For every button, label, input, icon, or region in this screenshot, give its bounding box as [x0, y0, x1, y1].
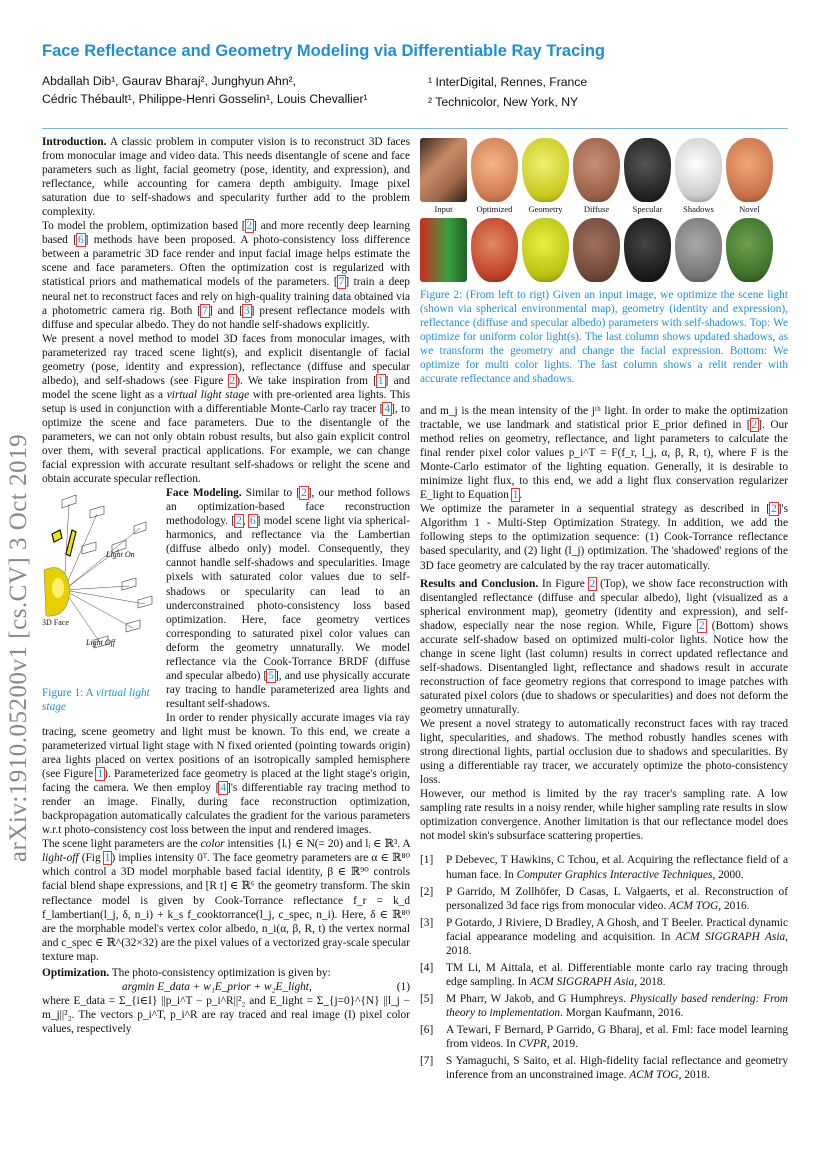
optimization-after: where E_data = Σ_{i∈I} ||p_i^T − p_i^R||²₂ and E_light = Σ_{j=0}^{N} ||l_j − m_j||²₂. The vectors p_i^T, p_i^R are ray traced and real image (I) pixel color values, respectively — [42, 994, 410, 1035]
modeling-text: intensities {lᵢ} ∈ N(= 20) and lᵢ ∈ ℝ³. A — [224, 838, 411, 851]
diffuse-face-image — [573, 218, 620, 282]
reference-number: [6] — [420, 1023, 434, 1036]
reference-text — [446, 853, 788, 881]
references-list — [420, 853, 788, 1082]
reference-authors: A Tewari, F Bernard, P Garrido, G Bharaj, et al. Fml: face model learning from videos. In — [446, 1023, 788, 1051]
reference-item — [420, 885, 788, 913]
citation-link[interactable]: 7 — [202, 304, 208, 317]
reference-authors: S Yamaguchi, S Saito, et al. High-fidelity facial reflectance and geometry inference from an unconstrained image. — [446, 1055, 788, 1082]
reference-year: , 2019. — [546, 1038, 579, 1051]
reference-authors: P Garrido, M Zollhöfer, D Casas, L Valgaerts, et al. Reconstruction of personalized 3d face rigs from monocular video. — [446, 885, 788, 912]
arxiv-stamp — [2, 368, 36, 928]
results-paragraph — [420, 577, 788, 717]
header-divider — [42, 128, 788, 129]
equation-1 — [42, 980, 410, 994]
caption-text: virtual light stage — [42, 687, 150, 714]
intro-text: To model the problem, optimization based — [42, 220, 242, 233]
affiliations — [428, 72, 788, 112]
intro-text: with pre-oriented area lights. This setup is used in conjunction with a differentiable Monte-Carlo ray tracer — [42, 388, 411, 415]
lit-panels — [52, 530, 76, 556]
intro-text: We present a novel method to model 3D faces from monocular images, with parameterized ray traced scene light(s), and explicit disentangle of facial geometry (pose, identity and expression), reflectance (diffuse and specular albedo), and self-shadows (see Figure — [42, 332, 410, 387]
right-text: We optimize the parameter in a sequential strategy as described in — [420, 503, 767, 516]
intro-text: and model the scene light as a — [42, 374, 410, 401]
reference-text — [446, 1054, 788, 1082]
reference-item — [420, 1023, 788, 1051]
intro-text: present reflectance models with diffuse and specular albedo. They do not handle self-shadows explicitly. — [42, 304, 410, 331]
modeling-text: 's differentiable ray tracing method to render an image. Finally, during face reconstruction optimization, backpropagation automatically calculates the gradient for the various parameters w.r.t photo-consistency cost loss between the input and rendered images. — [42, 782, 410, 837]
reference-venue: ACM SIGGRAPH Asia — [529, 975, 635, 988]
diffuse-face-image — [573, 138, 620, 202]
intro-text: , to optimize the scene and face parameters. Due to the disentangle of the parameters, we can not only obtain robust results, but also gain explicit control over them, with several practical applications. For example, we can change facial expression with accurate resultant self-shadows or relight the scene and obtain accurate specular reflection. — [42, 402, 410, 486]
figure-1-caption — [42, 686, 160, 714]
citation-link[interactable]: 4 — [384, 402, 391, 415]
modeling-text: (Fig — [78, 852, 104, 865]
modeling-text: color — [200, 838, 225, 851]
reference-year: , 2000. — [712, 868, 744, 881]
figure-link[interactable]: 2 — [698, 619, 705, 632]
equation-body: argmin E_data + w₁E_prior + w₂E_light, — [122, 980, 312, 993]
reference-text — [446, 992, 788, 1020]
reference-text — [446, 1023, 788, 1051]
modeling-text: Similar to — [241, 487, 297, 500]
optimized-face-image — [471, 138, 518, 202]
input-face-image — [420, 138, 467, 202]
intro-text: train a deep neural net to reconstruct faces and rely on high-quality training data obtained via a photometric camera rig. Both — [42, 276, 410, 317]
intro-text: methods have been proposed. A photo-consistency loss difference between a parametric 3D face render and input facial image helps estimate the scene and face parameters. Often the optimization cost is regularized with statistical priors and mathematical models of the parameters. — [42, 234, 410, 289]
reference-venue: Computer Graphics Interactive Techniques — [516, 868, 713, 881]
modeling-text: , our method follows an optimization-based face reconstruction methodology. — [166, 487, 410, 528]
modeling-text: ). Parameterized face geometry is placed at the light stage's origin, facing the camera. We then employ — [42, 768, 410, 795]
citation-link[interactable]: 7 — [338, 276, 345, 289]
modeling-heading: Face Modeling. — [166, 487, 242, 500]
figure-2-caption: Figure 2: (From left to rigt) Given an input image, we optimize the scene light (shown via spherical environmental map), geometry (identity and expression), reflectance (diffuse and specular albedo) parameters with self-shadows. Top: We optimize for uniform color light(s). The last column shows updated shadows, as we transform the geometry and change the facial expression. Bottom: We optimize for multi color lights. The last column shows a relit render with accurate reflectance and shadows. — [420, 289, 788, 386]
intro-text: ). We take inspiration from — [236, 374, 374, 387]
reference-item — [420, 992, 788, 1020]
reference-number: [3] — [420, 916, 434, 929]
intro-text-1: A classic problem in computer vision is to reconstruct 3D faces from monocular image and video data. This needs disentangle of scene and face parameters such as light, facial geometry (pose, identity, and expression), and reflectance, while accounting for camera depth ambiguity. Image pixel saturation due to self-shadows and specularity further add to the problem complexity. — [42, 136, 410, 219]
modeling-text: The scene light parameters are the — [42, 838, 201, 851]
left-column — [42, 135, 410, 1036]
citation-link[interactable]: 5 — [268, 669, 274, 682]
reference-number: [5] — [420, 992, 434, 1005]
figure-2 — [420, 138, 788, 286]
reference-number: [4] — [420, 961, 434, 974]
modeling-text: ) implies intensity 0ᵀ. The face geometry parameters are α ∈ ℝ⁸⁰ which control a 3D model morphable based facial identity, β ∈ ℝ⁹⁰ controls facial blend shape expressions, and [R t] ∈ ℝ⁶ the geometry transform. The skin reflectance model is given by Cook-Torrance reflectance f_r = k_d f_lambertian(l_j, δ, n_i) + k_s f_cooktorrance(l_j, c_spec, n_i). Here, δ ∈ ℝ⁸⁰ are the morphable model's vertex color albedo, n_i(α, β, R, t) the vertex normal and c_spec ∈ ℝ^(32×32) are the pixel values of a vectorized gray-scale specular texture map. — [42, 852, 410, 963]
shadows-face-image — [675, 218, 722, 282]
novel-face-image — [726, 218, 773, 282]
fig2-label: Novel — [739, 204, 760, 214]
reference-venue: Physically based rendering: From theory to implementation — [446, 992, 788, 1019]
right-text: (Top), we show face reconstruction with disentangled reflectance (diffuse and specular albedo), light (visualized as a spherical environment map), geometry (identity and expression), and self-shadow, especially near the nose region. While, Figure — [420, 577, 788, 632]
reference-authors: M Pharr, W Jakob, and G Humphreys. — [446, 992, 630, 1005]
right-paragraph-1: and m_j is the mean intensity of the jᵗʰ light. In order to make the optimization tractable, we use landmark and statistical prior E_prior defined in [2]. Our method relies on geometry, reflectance, and light parameters to calculate the final render pixel color values p_i^T = F(f_r, l_j, α, β, R, t), where F is the Monte-Carlo estimator of the lighting equation. Generally, it is desirable to minimize light flux, to this end, we add a light flux conservation regularizer E_light to Equation 1. — [420, 405, 788, 502]
right-text: In Figure — [538, 577, 589, 590]
reference-year: . Morgan Kaufmann, 2016. — [560, 1006, 684, 1019]
citation-link[interactable]: 3 — [243, 304, 250, 317]
reference-text — [446, 916, 788, 958]
affiliation-2: ² Technicolor, New York, NY — [428, 95, 579, 109]
equation-number: (1) — [396, 980, 410, 993]
citation-link[interactable]: 2 — [771, 503, 777, 516]
figure-link[interactable]: 1 — [104, 852, 111, 865]
figure-2-top-row — [420, 138, 788, 202]
reference-text — [446, 961, 788, 989]
intro-heading: Introduction. — [42, 136, 107, 148]
reference-text — [446, 885, 788, 913]
conclusion-paragraph-1: We present a novel strategy to automatically reconstruct faces with ray traced light, specularities, and shadows. The method robustly handles scenes with strong directional lights, partial occlusion due to shadows and specularities. By using a differentiable ray tracer, we accurately optimize the photo-consistency loss. — [420, 718, 788, 787]
results-heading: Results and Conclusion. — [420, 577, 539, 590]
reference-venue: ACM SIGGRAPH Asia — [675, 930, 786, 943]
geometry-face-image — [522, 218, 569, 282]
right-column — [420, 404, 788, 1085]
optimization-heading: Optimization. — [42, 966, 110, 979]
citation-link[interactable]: 2 — [751, 419, 758, 432]
figure-link[interactable]: 1 — [97, 768, 104, 781]
fig2-label: Geometry — [528, 204, 563, 214]
intro-paragraph-3: We present a novel method to model 3D faces from monocular images, with parameterized ray traced scene light(s), and explicit disentangle of facial geometry (pose, identity and expression), reflectance (diffuse and specular albedo), and self-shadows (see Figure 2). We take inspiration from [1] and model the scene light as a virtual light stage with pre-oriented area lights. This setup is used in conjunction with a differentiable Monte-Carlo ray tracer [4], to optimize the scene and face parameters. Due to the disentangle of the parameters, we can not only obtain robust results, but also gain explicit control over them, with several practical applications. For example, we can change facial expression with accurate resultant self-shadows or relight the scene and obtain accurate specular reflection. — [42, 332, 411, 486]
reference-authors: P Gotardo, J Riviere, D Bradley, A Ghosh, and T Beeler. Practical dynamic facial appearance modeling and acquisition. In — [446, 916, 788, 943]
arxiv-stamp-text: arXiv:1910.05200v1 [cs.CV] 3 Oct 2019 — [5, 433, 32, 863]
reference-item — [420, 853, 788, 881]
reference-year: , 2018. — [634, 975, 666, 988]
shadows-face-image — [675, 138, 722, 202]
light-off-label: Light Off — [86, 638, 116, 648]
citation-link[interactable]: 4 — [220, 782, 227, 795]
fig2-label: Input — [434, 204, 453, 214]
right-text: . Our method relies on geometry, reflectance, and light parameters to calculate the final render pixel color values p_i^T = F(f_r, l_j, α, β, R, t), where F is the Monte-Carlo estimator of the lighting equation. Generally, it is desirable to minimize light flux, to this end, we add a light flux conservation regularizer E_light to Equation — [420, 419, 788, 502]
citation-link[interactable]: 1 — [377, 374, 384, 387]
light-panels — [62, 495, 152, 648]
reference-authors: TM Li, M Aittala, et al. Differentiable monte carlo ray tracing through edge sampling. In — [446, 961, 788, 988]
reference-venue: CVPR — [518, 1038, 547, 1051]
citation-link[interactable]: 2 — [236, 515, 242, 528]
reference-venue: ACM TOG — [669, 899, 719, 912]
right-paragraph-2: We optimize the parameter in a sequential strategy as described in [2]'s Algorithm 1 - Multi-Step Optimization Strategy. In addition, we add the following steps to the optimization sequence: (1) Cook-Torrance reflectance based specularity, and (2) light (l_j) optimization. The 'shadowed' regions of the 3D face geometry are calculated by the ray tracer automatically. — [420, 503, 788, 572]
intro-paragraph-2: To model the problem, optimization based [2] and more recently deep learning based [6] methods have been proposed. A photo-consistency loss difference between a parametric 3D face render and input facial image helps estimate the scene and face parameters. Often the optimization cost is regularized with statistical priors and mathematical models of the parameters. [7] train a deep neural net to reconstruct faces and rely on high-quality training data obtained via a photometric camera rig. Both [7] and [3] present reflectance models with diffuse and specular albedo. They do not handle self-shadows explicitly. — [42, 220, 410, 331]
input-face-image — [420, 218, 467, 282]
right-text: 's Algorithm 1 - Multi-Step Optimization Strategy. In addition, we add the following steps to the optimization sequence: (1) Cook-Torrance reflectance based specularity, and (2) light (l_j) optimization. The 'shadowed' regions of the 3D face geometry are calculated by the ray tracer automatically. — [420, 503, 788, 572]
figure-link[interactable]: 2 — [589, 577, 596, 590]
affiliation-1: ¹ InterDigital, Rennes, France — [428, 75, 588, 89]
modeling-paragraph-2: In order to render physically accurate images via ray tracing, scene geometry and light must be known. To this end, we create a parameterized virtual light stage with N fixed oriented (pointing towards origin) area lights placed on vertex positions of an isotropically sampled hemisphere (see Figure 1). Parameterized face geometry is placed at the light stage's origin, facing the camera. We then employ [4]'s differentiable ray tracing method to render an image. Finally, during face reconstruction optimization, backpropagation automatically calculates the gradient for the various parameters w.r.t photo-consistency cost loss between the input and rendered images. — [42, 711, 410, 837]
specular-face-image — [624, 138, 671, 202]
caption-text: Figure 1: A — [42, 687, 96, 700]
reference-number: [1] — [420, 854, 434, 867]
right-text: and m_j is the mean intensity of the jᵗʰ light. In order to make the optimization tractable, we use landmark and statistical prior E_prior defined in — [420, 405, 788, 432]
citation-link[interactable]: 6 — [249, 515, 256, 528]
reference-item — [420, 916, 788, 958]
specular-face-image — [624, 218, 671, 282]
modeling-text: light-off — [42, 852, 79, 865]
intro-paragraph-1 — [42, 135, 410, 219]
citation-link[interactable]: 6 — [77, 234, 84, 247]
optimized-face-image — [471, 218, 518, 282]
light-stage-diagram — [42, 490, 160, 686]
modeling-text: In order to render physically accurate images via ray tracing, scene geometry and light must be known. To this end, we create a parameterized virtual light stage with N fixed oriented (pointing towards origin) area lights placed on vertex positions of an isotropically sampled hemisphere (see Figure — [42, 711, 410, 781]
geometry-face-image — [522, 138, 569, 202]
intro-text: and more recently deep learning based — [42, 220, 410, 247]
conclusion-paragraph-2: However, our method is limited by the ray tracer's sampling rate. A low sampling rate results in a noisy render, while higher sampling rate results in slow optimization convergence. Another limitation is that our reflectance model does not model skin's subsurface scattering properties. — [420, 788, 788, 843]
citation-link[interactable]: 2 — [301, 487, 307, 500]
modeling-paragraph-3 — [42, 837, 410, 963]
right-text: (Bottom) shows accurate self-shadow based on optimized multi-color lights. Notice how the change in scene light (last column) results in correct updated reflectance and self-shadows. Disentangled light, reflectance and shadows result in accurate reconstruction of face geometry regions that correspond to image patches with saturated pixel colors (due to shadows or specularities) and does not deform the geometry unnaturally. — [420, 619, 788, 716]
authors-line-1: Abdallah Dib¹, Gaurav Bharaj², Junghyun Ahn², — [42, 74, 297, 88]
fig2-label: Optimized — [476, 204, 513, 214]
right-text: . — [519, 489, 523, 502]
paper-title: Face Reflectance and Geometry Modeling via Differentiable Ray Tracing — [42, 42, 606, 60]
3d-face-label: 3D Face — [42, 618, 69, 628]
figure-2-bottom-row — [420, 218, 788, 282]
figure-2-labels — [420, 204, 788, 214]
intro-text: and — [212, 304, 240, 317]
reference-number: [7] — [420, 1055, 434, 1068]
equation-link[interactable]: 1 — [512, 489, 519, 502]
reference-year: , 2016. — [718, 899, 750, 912]
fig2-label: Specular — [632, 204, 663, 214]
novel-face-image — [726, 138, 773, 202]
intro-text: virtual light stage — [166, 388, 250, 401]
fig2-label: Diffuse — [583, 204, 610, 214]
modeling-paragraph-1: Face Modeling. Similar to [2], our method follows an optimization-based face reconstruction methodology. [2, 6] model scene light via spherical-harmonics, and reflectance via the Lambertian (diffuse albedo only) model. Consequently, they cannot handle self-shadows and specularities. Image pixels with saturated color values due to self-shadows or specularity can lead to an underconstrained photo-consistency loss based optimization. Here, face geometry vertices corresponding to saturated pixel color values can deform the geometry unnaturally. We model reflectance via the Cook-Torrance BRDF (diffuse and specular albedo) [5], and use physically accurate ray tracing to handle parameterized area lights and resultant self-shadows. — [166, 487, 410, 710]
modeling-text: model scene light via spherical-harmonics, and reflectance via the Lambertian (diffuse albedo only) model. Consequently, they cannot handle self-shadows and specularities. Image pixels with saturated color values due to self-shadows or specularity can lead to an underconstrained photo-consistency loss based optimization. Here, face geometry vertices corresponding to saturated pixel color values can deform the geometry unnaturally. We model reflectance via the Cook-Torrance BRDF (diffuse and specular albedo) — [166, 515, 410, 682]
reference-number: [2] — [420, 885, 434, 898]
reference-year: , 2018. — [446, 930, 788, 957]
modeling-text: , and use physically accurate ray tracing to handle parameterized area lights and resultant self-shadows. — [166, 669, 410, 710]
reference-item — [420, 1054, 788, 1082]
optimization-paragraph — [42, 966, 410, 980]
authors-line-2: Cédric Thébault¹, Philippe-Henri Gosselin¹, Louis Chevallier¹ — [42, 92, 368, 106]
figure-1 — [42, 490, 160, 714]
fig2-label: Shadows — [683, 204, 714, 214]
author-list — [42, 72, 422, 108]
reference-item — [420, 961, 788, 989]
face-highlight — [52, 578, 64, 598]
light-on-label: Light On — [106, 550, 135, 560]
figure-link[interactable]: 2 — [229, 374, 236, 387]
reference-authors: P Debevec, T Hawkins, C Tchou, et al. Acquiring the reflectance field of a human face. In — [446, 854, 788, 881]
citation-link[interactable]: 2 — [246, 220, 253, 233]
optimization-text: The photo-consistency optimization is given by: — [109, 966, 331, 979]
reference-year: , 2018. — [678, 1069, 710, 1082]
reference-venue: ACM TOG — [629, 1069, 679, 1082]
